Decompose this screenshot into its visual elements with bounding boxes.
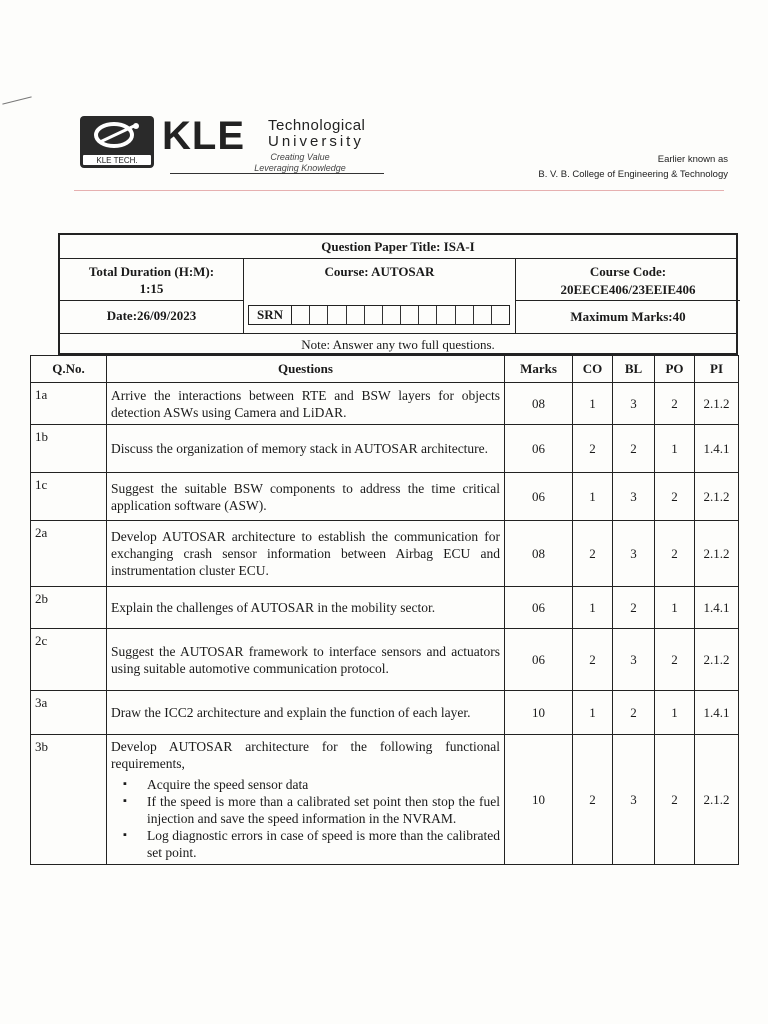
question-pi: 1.4.1 [695,691,739,735]
question-co: 1 [573,691,613,735]
question-text: Draw the ICC2 architecture and explain the function of each layer. [107,691,505,735]
srn-digit-box[interactable] [401,306,419,324]
logo-emblem [80,116,154,168]
question-bl: 2 [613,691,655,735]
instructions-note: Note: Answer any two full questions. [60,333,736,357]
question-number: 2c [31,629,107,691]
slogan-underline [170,173,384,174]
question-co: 1 [573,383,613,425]
question-marks: 06 [505,587,573,629]
duration-cell [60,259,244,301]
course-code-cell [516,259,740,301]
list-item: ▪ If the speed is more than a calibrated set point then stop the fuel injection and save the speed information in the NVRAM. [147,793,500,827]
question-co: 2 [573,735,613,865]
header-marks: Marks [505,356,573,383]
table-row [31,425,739,473]
question-po: 1 [655,587,695,629]
header-questions: Questions [107,356,505,383]
header-pi: PI [695,356,739,383]
table-row [31,521,739,587]
question-text: Discuss the organization of memory stack in AUTOSAR architecture. [107,425,505,473]
table-row [31,587,739,629]
logo-slogan [210,152,390,174]
logo-word-technological: Technological [268,117,366,134]
question-po: 2 [655,521,695,587]
srn-digit-box[interactable] [365,306,383,324]
logo-emblem-icon [90,120,142,152]
question-text: Arrive the interactions between RTE and BSW layers for objects detection ASWs using Camera and LiDAR. [107,383,505,425]
question-text: Develop AUTOSAR architecture to establish the communication for exchanging crash sensor information between Airbag ECU and instrumentation cluster ECU. [107,521,505,587]
course-name: Course: AUTOSAR [244,259,516,333]
table-row [31,735,739,865]
table-row [31,473,739,521]
table-row [31,629,739,691]
question-co: 2 [573,629,613,691]
srn-digit-box[interactable] [419,306,437,324]
question-text: Suggest the suitable BSW components to address the time critical application software (ASW). [107,473,505,521]
question-marks: 08 [505,521,573,587]
question-bl: 2 [613,425,655,473]
questions-table [30,355,739,865]
question-number: 1c [31,473,107,521]
question-number: 2b [31,587,107,629]
question-co: 2 [573,521,613,587]
table-header-row [31,356,739,383]
question-bl: 3 [613,521,655,587]
srn-digit-box[interactable] [456,306,474,324]
stray-pen-mark [2,96,31,104]
question-number: 3a [31,691,107,735]
question-text: Suggest the AUTOSAR framework to interface sensors and actuators using suitable automotive communication protocol. [107,629,505,691]
logo-name: KLE [162,114,245,158]
question-po: 1 [655,691,695,735]
earlier-known-as [538,152,728,182]
question-marks: 10 [505,735,573,865]
exam-date: Date:26/09/2023 [60,301,244,333]
list-item: ▪ Acquire the speed sensor data [147,776,500,793]
question-text: Develop AUTOSAR architecture for the following functional requirements, [111,739,500,771]
course-code-label: Course Code: [589,264,667,279]
list-item: ▪ Log diagnostic errors in case of speed is more than the calibrated set point. [147,827,500,861]
maximum-marks: Maximum Marks:40 [570,309,686,324]
slogan-line-1: Creating Value [270,152,330,162]
course-code-value: 20EECE406/23EEIE406 [560,282,696,297]
srn-digit-box[interactable] [474,306,492,324]
question-bl: 3 [613,735,655,865]
question-pi: 1.4.1 [695,587,739,629]
srn-digit-box[interactable] [347,306,365,324]
question-bl: 3 [613,383,655,425]
question-text: Explain the challenges of AUTOSAR in the mobility sector. [107,587,505,629]
srn-field[interactable] [248,305,510,325]
question-po: 2 [655,629,695,691]
question-marks: 10 [505,691,573,735]
duration-label: Total Duration (H:M): [88,264,215,279]
slogan-line-2: Leveraging Knowledge [254,163,346,173]
question-pi: 2.1.2 [695,629,739,691]
question-po: 2 [655,735,695,865]
header-divider [74,190,724,191]
table-row [31,383,739,425]
question-number: 2a [31,521,107,587]
question-bl: 3 [613,473,655,521]
paper-title: Question Paper Title: ISA-I [60,235,736,259]
question-bl: 2 [613,587,655,629]
duration-value: 1:15 [139,281,164,296]
question-co: 1 [573,587,613,629]
header-po: PO [655,356,695,383]
question-marks: 06 [505,473,573,521]
srn-digit-box[interactable] [310,306,328,324]
logo-tag: KLE TECH. [82,154,152,166]
question-number: 1b [31,425,107,473]
logo-word-university: University [268,133,364,150]
earlier-line-2: B. V. B. College of Engineering & Technology [538,169,728,180]
question-pi: 2.1.2 [695,735,739,865]
question-number: 3b [31,735,107,865]
question-po: 1 [655,425,695,473]
requirements-list [111,776,500,861]
srn-digit-box[interactable] [328,306,346,324]
question-marks: 08 [505,383,573,425]
question-po: 2 [655,473,695,521]
srn-label: SRN [249,306,292,324]
question-pi: 2.1.2 [695,473,739,521]
srn-digit-box[interactable] [492,306,509,324]
question-co: 1 [573,473,613,521]
question-number: 1a [31,383,107,425]
question-marks: 06 [505,629,573,691]
question-co: 2 [573,425,613,473]
question-marks: 06 [505,425,573,473]
table-row [31,691,739,735]
university-logo [80,116,390,176]
header-bl: BL [613,356,655,383]
paper-info-block [58,233,738,355]
question-po: 2 [655,383,695,425]
earlier-line-1: Earlier known as [657,154,728,165]
question-pi: 1.4.1 [695,425,739,473]
header-co: CO [573,356,613,383]
question-pi: 2.1.2 [695,383,739,425]
header-qno: Q.No. [31,356,107,383]
question-text-cell [107,735,505,865]
srn-digit-box[interactable] [383,306,401,324]
srn-digit-box[interactable] [292,306,310,324]
question-pi: 2.1.2 [695,521,739,587]
question-bl: 3 [613,629,655,691]
srn-digit-box[interactable] [437,306,455,324]
